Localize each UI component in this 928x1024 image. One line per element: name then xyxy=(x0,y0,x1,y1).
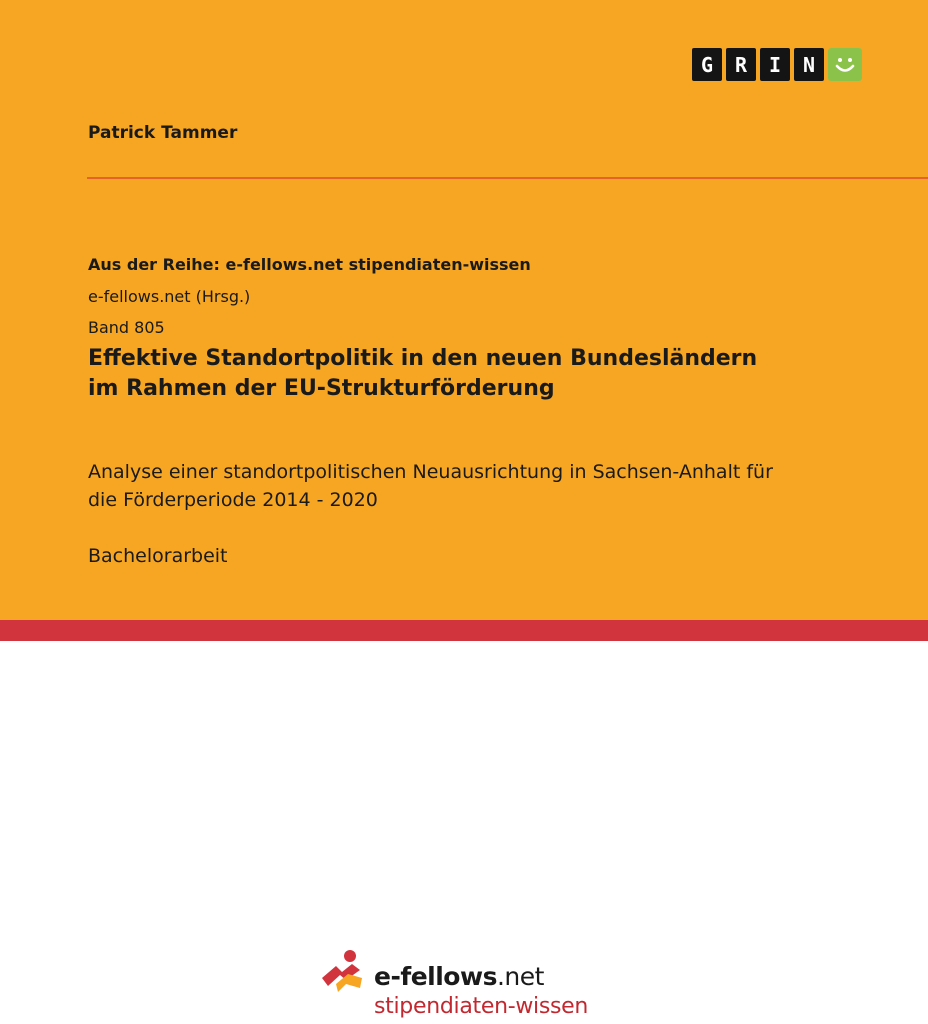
series-line: Aus der Reihe: e-fellows.net stipendiaten-wissen xyxy=(88,255,531,274)
cover-red-band xyxy=(0,620,928,641)
e-fellows-logo xyxy=(316,948,626,1024)
grin-letter-r: R xyxy=(726,48,756,81)
book-subtitle-line-1: Analyse einer standortpolitischen Neuausrichtung in Sachsen-Anhalt für xyxy=(88,461,773,483)
grin-logo xyxy=(692,48,862,81)
smiley-icon xyxy=(828,48,862,81)
book-subtitle-line-2: die Förderperiode 2014 - 2020 xyxy=(88,489,378,511)
volume-number: Band 805 xyxy=(88,318,165,337)
book-title-line-1: Effektive Standortpolitik in den neuen Bundesländern xyxy=(88,346,758,371)
document-type: Bachelorarbeit xyxy=(88,545,228,567)
divider-line xyxy=(87,177,928,179)
e-fellows-name-bold: e-fellows xyxy=(374,962,497,991)
e-fellows-name-tld: .net xyxy=(496,962,544,991)
grin-letter-g: G xyxy=(692,48,722,81)
editor-line: e-fellows.net (Hrsg.) xyxy=(88,287,251,306)
book-title-line-2: im Rahmen der EU-Strukturförderung xyxy=(88,376,555,401)
grin-letter-i: I xyxy=(760,48,790,81)
e-fellows-figure-icon xyxy=(316,948,368,1000)
book-title xyxy=(88,344,888,404)
author-name: Patrick Tammer xyxy=(88,123,238,143)
book-subtitle xyxy=(88,458,848,514)
e-fellows-tagline: stipendiaten-wissen xyxy=(374,994,589,1019)
e-fellows-name xyxy=(374,962,544,991)
grin-letter-n: N xyxy=(794,48,824,81)
